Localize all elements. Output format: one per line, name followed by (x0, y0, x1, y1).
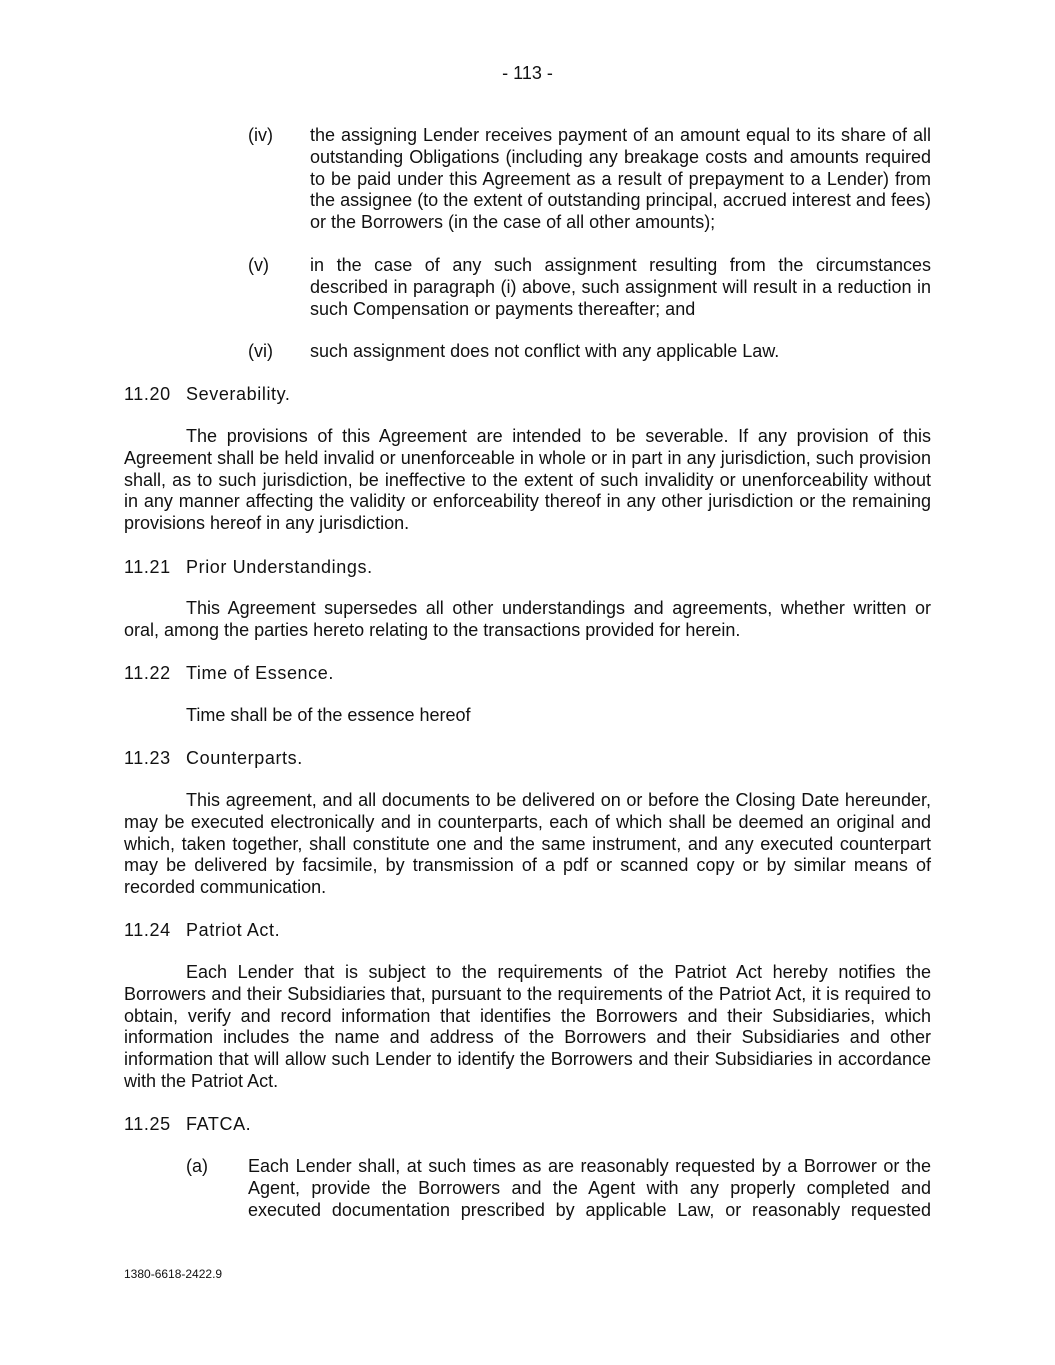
list-item-text: such assignment does not conflict with any applicable Law. (310, 341, 780, 361)
list-item-text: Each Lender shall, at such times as are reasonably requested by a Borrower or the Agent, provide the Borrowers and the Agent with any properly completed and executed documentation prescribed by applicable Law, or reasonably requested (248, 1156, 931, 1220)
list-item-label: (v) (248, 255, 269, 275)
section-title: Patriot Act. (186, 920, 281, 940)
page-number: - 113 - (502, 63, 553, 83)
list-item-label: (iv) (248, 125, 273, 145)
list-item-text: in the case of any such assignment resulting from the circumstances described in paragraph (i) above, such assignment will result in a reduction in such Compensation or payments thereafter; and (310, 255, 931, 319)
section-number: 11.23 (124, 748, 171, 768)
section-heading-11-21 (124, 556, 373, 578)
section-body-11-22: Time shall be of the essence hereof (186, 705, 471, 725)
section-title: Severability. (186, 384, 291, 404)
section-body-11-21: This Agreement supersedes all other understandings and agreements, whether written or oral, among the parties hereto relating to the transactions provided for herein. (124, 598, 931, 640)
section-body-11-20: The provisions of this Agreement are intended to be severable. If any provision of this Agreement shall be held invalid or unenforceable in whole or in part in any jurisdiction, such provision shall, as to such jurisdiction, be ineffective to the extent of such invalidity or unenforceability without in any manner affecting the validity or enforceability thereof in any other jurisdiction or the remaining provisions hereof in any jurisdiction. (124, 426, 931, 534)
section-number: 11.21 (124, 557, 171, 577)
section-heading-11-22 (124, 662, 334, 684)
section-number: 11.24 (124, 920, 171, 940)
section-heading-11-20 (124, 383, 291, 405)
section-number: 11.25 (124, 1114, 171, 1134)
list-item-label: (vi) (248, 341, 273, 361)
section-title: Time of Essence. (186, 663, 334, 683)
section-number: 11.20 (124, 384, 171, 404)
section-body-11-24: Each Lender that is subject to the requirements of the Patriot Act hereby notifies the Borrowers and their Subsidiaries that, pursuant to the requirements of the Patriot Act, it is required to obtain, verify and record information that identifies the Borrowers and their Subsidiaries, which information includes the name and address of the Borrowers and their Subsidiaries and other information that will allow such Lender to identify the Borrowers and their Subsidiaries in accordance with the Patriot Act. (124, 962, 931, 1091)
section-title: Prior Understandings. (186, 557, 373, 577)
section-heading-11-23 (124, 747, 303, 769)
section-number: 11.22 (124, 663, 171, 683)
section-title: Counterparts. (186, 748, 303, 768)
list-item-text: the assigning Lender receives payment of an amount equal to its share of all outstanding Obligations (including any breakage costs and amounts required to be paid under this Agreement as a result of prepayment to a Lender) from the assignee (to the extent of outstanding principal, accrued interest and fees) or the Borrowers (in the case of all other amounts); (310, 125, 931, 233)
document-id: 1380-6618-2422.9 (124, 1267, 223, 1281)
section-heading-11-24 (124, 919, 280, 941)
list-item-label: (a) (186, 1156, 208, 1176)
section-body-11-23: This agreement, and all documents to be delivered on or before the Closing Date hereunder, may be executed electronically and in counterparts, each of which shall be deemed an original and which, taken together, shall constitute one and the same instrument, and any executed counterpart may be delivered by facsimile, by transmission of a pdf or scanned copy or by similar means of recorded communication. (124, 790, 931, 898)
section-title: FATCA. (186, 1114, 252, 1134)
section-heading-11-25 (124, 1113, 251, 1135)
